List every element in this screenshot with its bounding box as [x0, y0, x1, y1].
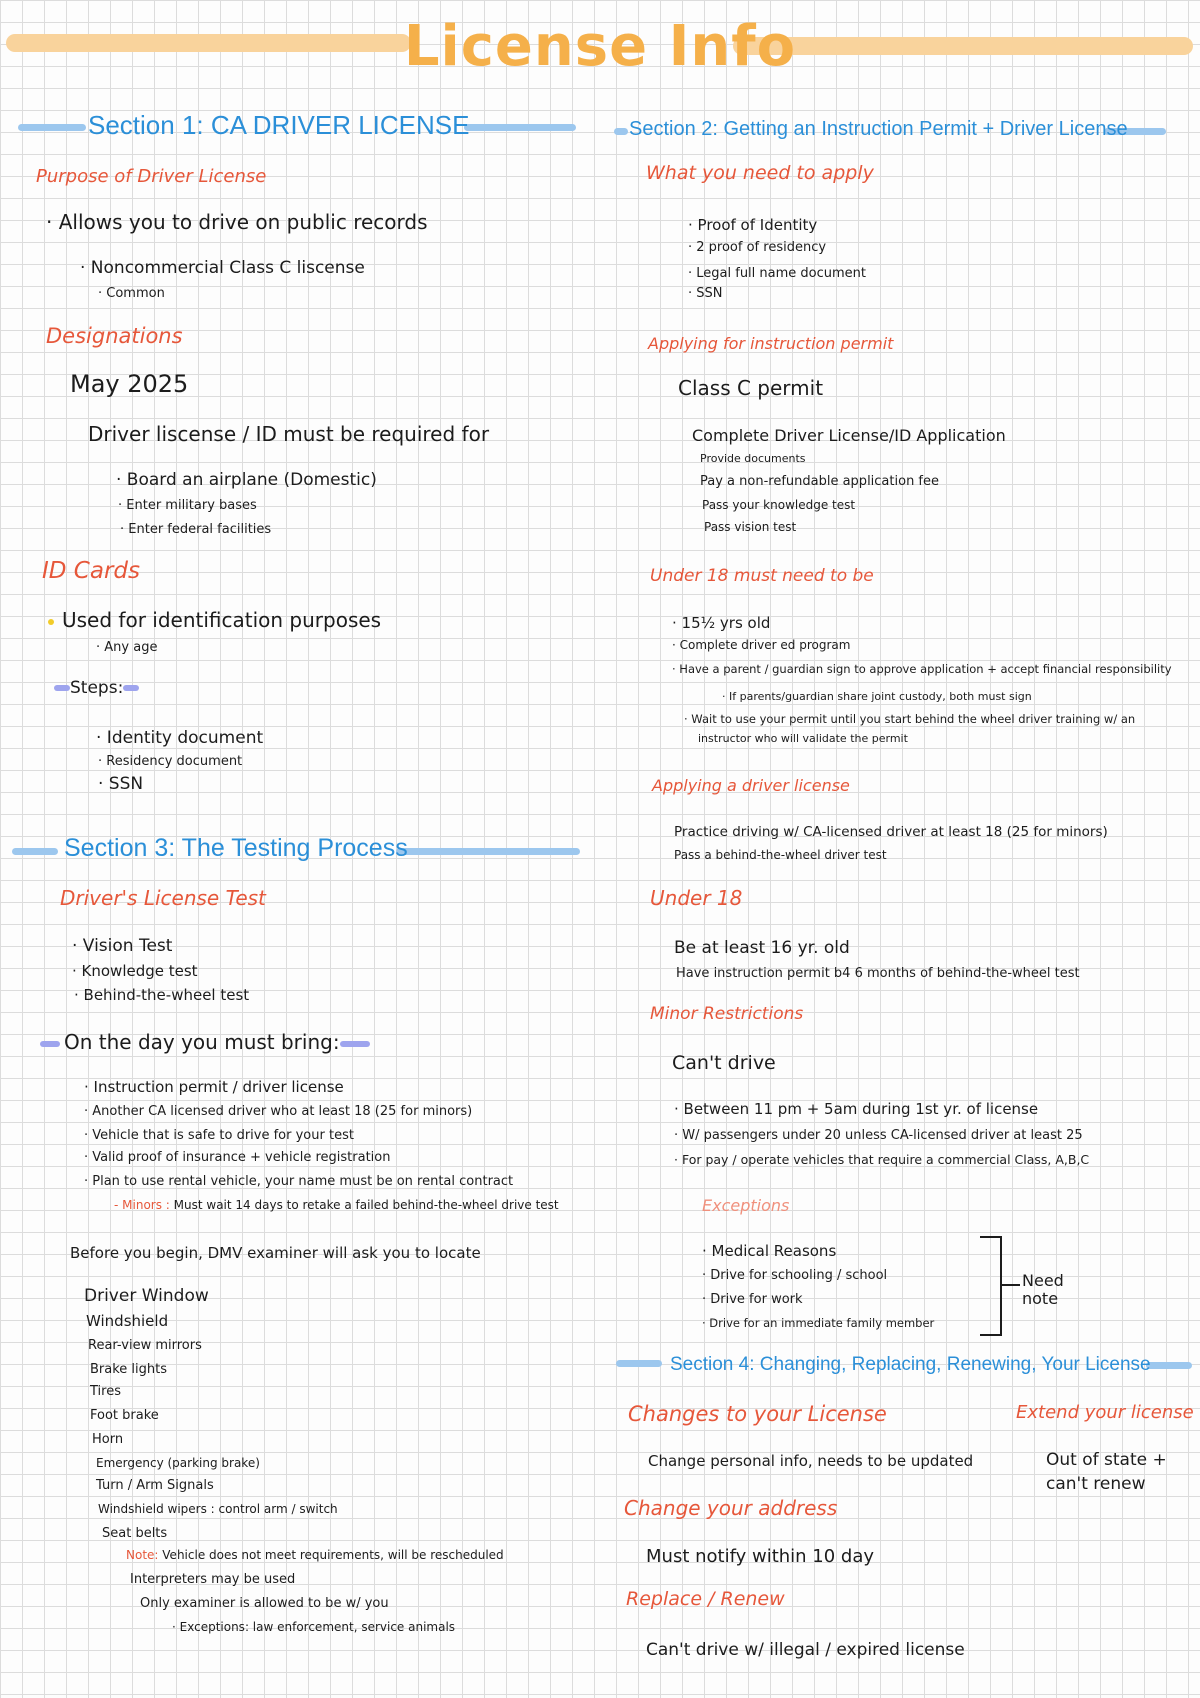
permit-step: Pass your knowledge test: [702, 498, 856, 512]
locate-item: Brake lights: [90, 1362, 168, 1377]
purpose-item: · Allows you to drive on public records: [46, 210, 428, 234]
bring-item: · Valid proof of insurance + vehicle registration: [84, 1150, 391, 1165]
bring-heading-text: On the day you must bring:: [64, 1030, 340, 1054]
apply-item: · SSN: [688, 286, 723, 301]
section3-highlight-right: [396, 848, 580, 855]
purpose-heading: Purpose of Driver License: [36, 166, 267, 187]
steps-heading-text: Steps:: [70, 678, 124, 698]
test-item: · Behind-the-wheel test: [74, 986, 250, 1004]
note-text: Vehicle does not meet requirements, will be rescheduled: [162, 1548, 504, 1562]
driver-license-item: Practice driving w/ CA-licensed driver at least 18 (25 for minors): [674, 824, 1108, 840]
locate-item: Seat belts: [102, 1526, 168, 1541]
locate-item: Emergency (parking brake): [96, 1456, 260, 1470]
steps-heading: [54, 678, 139, 698]
section3-highlight-left: [12, 848, 58, 855]
bring-item: · Vehicle that is safe to drive for your test: [84, 1128, 354, 1143]
locate-item: Horn: [92, 1432, 124, 1447]
address-heading: Change your address: [624, 1496, 838, 1520]
under18b-item: Have instruction permit b4 6 months of behind-the-wheel test: [676, 966, 1080, 981]
section2-heading: Section 2: Getting an Instruction Permit + Driver License: [629, 118, 1128, 140]
locate-item: Windshield: [86, 1312, 169, 1330]
minor-restrictions-heading: Minor Restrictions: [650, 1004, 804, 1024]
permit-step: Complete Driver License/ID Application: [692, 426, 1006, 445]
apply-item: · Proof of Identity: [688, 216, 818, 234]
purpose-item: · Noncommercial Class C liscense: [80, 258, 365, 278]
changes-text: Change personal info, needs to be updated: [648, 1452, 974, 1470]
exceptions-note: · Exceptions: law enforcement, service animals: [172, 1620, 456, 1634]
under18-item: · Wait to use your permit until you start behind the wheel driver training w/ an: [684, 712, 1136, 726]
id-age: · Any age: [96, 640, 158, 655]
steps-pill-right: [123, 685, 139, 691]
minor-item: · W/ passengers under 20 unless CA-licensed driver at least 25: [674, 1128, 1083, 1143]
minors-text: Must wait 14 days to retake a failed behind-the-wheel drive test: [173, 1198, 559, 1212]
section4-heading: Section 4: Changing, Replacing, Renewing, Your License: [670, 1354, 1151, 1375]
minors-note: [114, 1198, 559, 1212]
section2-highlight-left: [614, 128, 628, 135]
permit-step: Pay a non-refundable application fee: [700, 474, 940, 489]
under18-item: instructor who will validate the permit: [698, 732, 908, 745]
minor-item: · Between 11 pm + 5am during 1st yr. of license: [674, 1100, 1039, 1118]
replace-heading: Replace / Renew: [626, 1588, 785, 1610]
locate-item: Tires: [90, 1384, 121, 1399]
designation-date: May 2025: [70, 370, 189, 398]
step-item: · Identity document: [96, 728, 264, 748]
test-item: · Knowledge test: [72, 962, 198, 980]
under18-item: · Have a parent / guardian sign to approve application + accept financial responsibility: [672, 662, 1172, 676]
apply-heading: What you need to apply: [646, 162, 874, 184]
need-note: Need note: [1022, 1271, 1064, 1308]
bring-heading: [40, 1030, 370, 1054]
requirement-item: · Enter military bases: [118, 498, 257, 513]
bracket-connector: [1000, 1284, 1020, 1286]
under18b-item: Be at least 16 yr. old: [674, 938, 850, 958]
page-title: License Info: [403, 14, 797, 79]
under18-heading: Under 18 must need to be: [650, 566, 874, 586]
changes-heading: Changes to your License: [628, 1402, 887, 1426]
section4-highlight-left: [616, 1360, 662, 1367]
bring-item: · Another CA licensed driver who at least 18 (25 for minors): [84, 1104, 473, 1119]
permit-class: Class C permit: [678, 376, 824, 400]
section1-highlight-right: [464, 124, 576, 131]
id-cards-heading: ID Cards: [42, 558, 140, 584]
under18-item: · If parents/guardian share joint custody, both must sign: [722, 690, 1032, 703]
locate-item: Rear-view mirrors: [88, 1338, 202, 1353]
steps-pill-left: [54, 685, 70, 691]
under18-item: · Complete driver ed program: [672, 638, 851, 652]
extend-text: Out of state + can't renew: [1046, 1450, 1167, 1494]
exception-item: · Medical Reasons: [702, 1242, 837, 1260]
permit-heading: Applying for instruction permit: [648, 334, 894, 353]
locate-item: Driver Window: [84, 1286, 209, 1306]
license-test-heading: Driver's License Test: [60, 886, 266, 910]
requirement-item: · Board an airplane (Domestic): [116, 470, 377, 490]
locate-item: Turn / Arm Signals: [96, 1478, 214, 1493]
step-item: · Residency document: [98, 754, 243, 769]
bring-item: · Plan to use rental vehicle, your name must be on rental contract: [84, 1174, 514, 1189]
bullet-dot: [48, 619, 54, 625]
locate-item: Windshield wipers : control arm / switch: [98, 1502, 338, 1516]
apply-item: · Legal full name document: [688, 266, 867, 281]
address-text: Must notify within 10 day: [646, 1546, 875, 1567]
permit-step: Provide documents: [700, 452, 806, 465]
exceptions-bracket: [980, 1236, 1002, 1336]
section3-heading: Section 3: The Testing Process: [64, 834, 408, 862]
driver-license-heading: Applying a driver license: [652, 776, 850, 795]
step-item: · SSN: [98, 774, 144, 794]
section1-heading: Section 1: CA DRIVER LICENSE: [88, 110, 470, 140]
minors-label: - Minors :: [114, 1198, 170, 1212]
under18-item: · 15½ yrs old: [672, 614, 771, 632]
minor-item: · For pay / operate vehicles that require a commercial Class, A,B,C: [674, 1152, 1090, 1167]
locate-item: Foot brake: [90, 1408, 159, 1423]
designations-heading: Designations: [46, 324, 183, 348]
bring-pill-left: [40, 1041, 60, 1047]
designation-requirement: Driver liscense / ID must be required for: [88, 422, 490, 446]
id-used-text: Used for identification purposes: [62, 608, 382, 632]
id-used: [48, 608, 381, 632]
exception-item: · Drive for schooling / school: [702, 1268, 888, 1283]
exception-item: · Drive for an immediate family member: [702, 1316, 935, 1330]
under18b-heading: Under 18: [650, 886, 743, 910]
exceptions-heading: Exceptions: [702, 1196, 790, 1215]
apply-item: · 2 proof of residency: [688, 240, 827, 255]
bring-pill-right: [340, 1041, 370, 1047]
note-label: Note:: [126, 1548, 159, 1562]
examiner-note: Only examiner is allowed to be w/ you: [140, 1596, 389, 1611]
cant-drive: Can't drive: [672, 1052, 776, 1074]
permit-step: Pass vision test: [704, 520, 797, 534]
exception-item: · Drive for work: [702, 1292, 803, 1307]
test-item: · Vision Test: [72, 936, 173, 956]
purpose-item: · Common: [98, 286, 165, 301]
requirement-item: · Enter federal facilities: [120, 522, 272, 537]
section1-highlight-left: [18, 124, 86, 131]
bring-item: · Instruction permit / driver license: [84, 1078, 344, 1096]
interpreters-note: Interpreters may be used: [130, 1572, 296, 1587]
vehicle-note: [126, 1548, 504, 1562]
section4-highlight-right: [1146, 1362, 1192, 1369]
extend-heading: Extend your license: [1016, 1402, 1194, 1423]
replace-text: Can't drive w/ illegal / expired license: [646, 1640, 965, 1660]
before-begin: Before you begin, DMV examiner will ask you to locate: [70, 1244, 481, 1262]
driver-license-item: Pass a behind-the-wheel driver test: [674, 848, 887, 862]
